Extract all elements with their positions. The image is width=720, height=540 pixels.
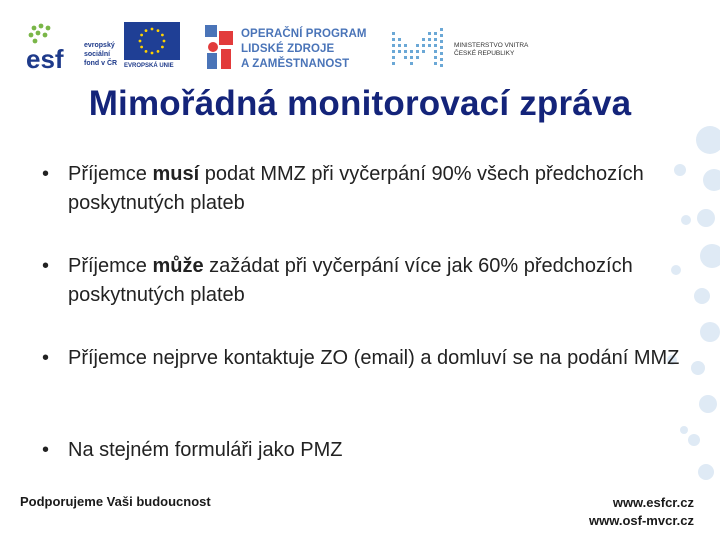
slide-title: Mimořádná monitorovací zpráva [88, 84, 632, 123]
esf-mark-icon [26, 22, 82, 72]
op-wordmark: OPERAČNÍ PROGRAM LIDSKÉ ZDROJE A ZAMĚSTNANOST [241, 28, 367, 70]
footer-url-esf[interactable]: www.esfcr.cz [612, 495, 694, 510]
ministry-dots-icon [392, 28, 448, 72]
esf-wordmark: evropský sociální fond v ČR [84, 42, 118, 67]
logo-bar [0, 0, 720, 80]
footer-url-osf[interactable]: www.osf-mvcr.cz [589, 513, 694, 528]
op-people-icon [203, 23, 237, 73]
footer-links [589, 494, 694, 530]
ministry-wordmark: MINISTERSTVO VNITRA ČESKÉ REPUBLIKY [454, 42, 529, 57]
bullet-dot: • [42, 163, 50, 185]
footer-slogan: Podporujeme Vaši budoucnost [20, 494, 211, 509]
bullet-text: Příjemce [68, 255, 153, 277]
bullet-emphasis: musí [152, 163, 200, 185]
svg-text:esf: esf [26, 44, 64, 72]
bullet-dot: • [42, 255, 50, 277]
bullet-dot: • [42, 439, 50, 461]
bullet-text: zažádat při vyčerpání více jak 60% předchozích poskytnutých plateb [68, 255, 633, 306]
bullet-item [38, 252, 688, 310]
eu-label: EVROPSKÁ UNIE [124, 63, 174, 69]
bullet-item [38, 160, 688, 218]
bullet-dot: • [42, 347, 50, 369]
bullet-text: Příjemce [68, 163, 153, 185]
bullet-emphasis: může [152, 255, 204, 277]
bullet-item [38, 436, 688, 465]
bullet-text: podat MMZ při vyčerpání 90% všech předchozích poskytnutých plateb [68, 163, 644, 214]
eu-flag-icon [124, 22, 180, 60]
bullet-text: Na stejném formuláři jako PMZ [68, 439, 343, 461]
bullet-item [38, 344, 688, 373]
bullet-text: Příjemce nejprve kontaktuje ZO (email) a domluví se na podání MMZ [68, 347, 680, 369]
op-lzz-logo [203, 23, 383, 75]
ministry-logo [392, 28, 562, 72]
